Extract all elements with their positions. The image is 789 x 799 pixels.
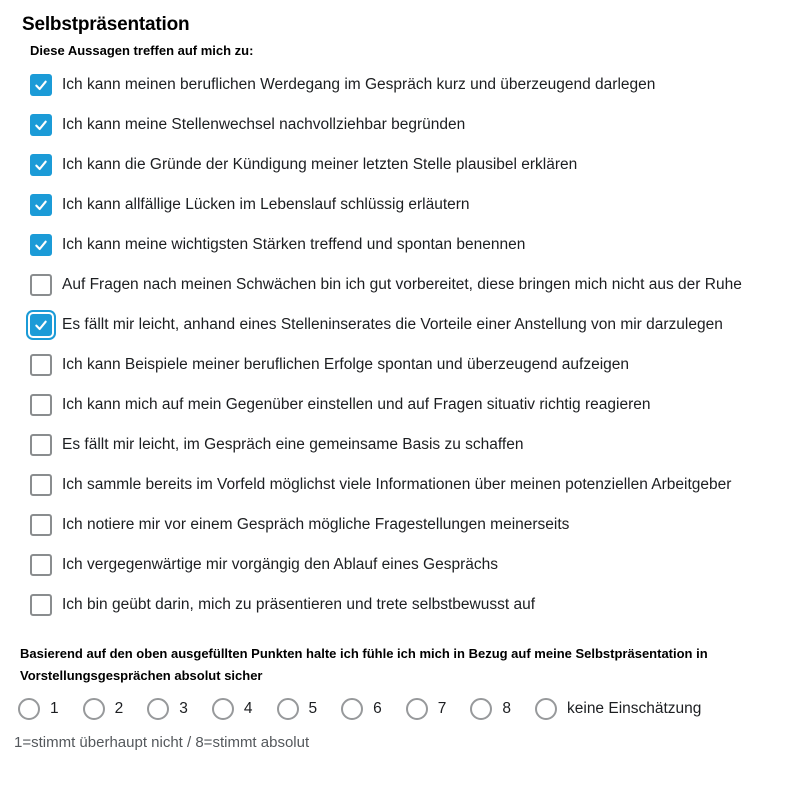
- radio-option[interactable]: [406, 698, 447, 720]
- radio-button[interactable]: [212, 698, 234, 720]
- checkbox-label[interactable]: Ich kann Beispiele meiner beruflichen Erfolge spontan und überzeugend aufzeigen: [62, 356, 629, 373]
- checkbox-row: [30, 593, 769, 617]
- checkbox-label[interactable]: Ich kann mich auf mein Gegenüber einstellen und auf Fragen situativ richtig reagieren: [62, 396, 651, 413]
- checkbox-row: [30, 233, 769, 257]
- checkbox-unchecked[interactable]: [30, 514, 52, 536]
- checkbox-label[interactable]: Ich kann meine wichtigsten Stärken treffend und spontan benennen: [62, 236, 526, 253]
- page-title: Selbstpräsentation: [22, 14, 190, 35]
- radio-button[interactable]: [147, 698, 169, 720]
- form-subtitle: Diese Aussagen treffen auf mich zu:: [30, 43, 254, 58]
- checkbox-checked[interactable]: [30, 74, 52, 96]
- radio-option[interactable]: [83, 698, 124, 720]
- radio-button[interactable]: [277, 698, 299, 720]
- radio-label[interactable]: 7: [437, 700, 447, 717]
- checkmark-icon: [33, 317, 49, 333]
- checkbox-row: [30, 153, 769, 177]
- rating-radio-group: [18, 698, 769, 720]
- radio-option[interactable]: [277, 698, 318, 720]
- radio-label[interactable]: 5: [308, 700, 318, 717]
- checkbox-label[interactable]: Ich bin geübt darin, mich zu präsentieren und trete selbstbewusst auf: [62, 596, 536, 613]
- radio-option[interactable]: [147, 698, 188, 720]
- checkbox-label[interactable]: Es fällt mir leicht, im Gespräch eine gemeinsame Basis zu schaffen: [62, 436, 524, 453]
- checkbox-label[interactable]: Ich notiere mir vor einem Gespräch mögliche Fragestellungen meinerseits: [62, 516, 570, 533]
- checkbox-row: [30, 433, 769, 457]
- checkbox-label[interactable]: Ich kann die Gründe der Kündigung meiner letzten Stelle plausibel erklären: [62, 156, 578, 173]
- radio-button[interactable]: [18, 698, 40, 720]
- checkbox-unchecked[interactable]: [30, 554, 52, 576]
- rating-question: Basierend auf den oben ausgefüllten Punkten halte ich fühle ich mich in Bezug auf meine Selbstpräsentation in Vorstellungsgesprächen absolut sicher: [20, 646, 708, 683]
- checkbox-label[interactable]: Ich kann allfällige Lücken im Lebenslauf schlüssig erläutern: [62, 196, 470, 213]
- checkbox-label[interactable]: Ich kann meinen beruflichen Werdegang im Gespräch kurz und überzeugend darlegen: [62, 76, 656, 93]
- radio-label[interactable]: keine Einschätzung: [567, 700, 702, 717]
- checkbox-checked[interactable]: [30, 234, 52, 256]
- checkbox-label[interactable]: Es fällt mir leicht, anhand eines Stelleninserates die Vorteile einer Anstellung von mir darzulegen: [62, 316, 723, 333]
- checkbox-checked[interactable]: [30, 114, 52, 136]
- checkbox-row: [30, 193, 769, 217]
- radio-button[interactable]: [406, 698, 428, 720]
- checkbox-unchecked[interactable]: [30, 274, 52, 296]
- checkbox-row: [30, 313, 769, 337]
- checkbox-unchecked[interactable]: [30, 474, 52, 496]
- checkmark-icon: [33, 77, 49, 93]
- checkbox-checked[interactable]: [30, 154, 52, 176]
- checkbox-label[interactable]: Ich vergegenwärtige mir vorgängig den Ablauf eines Gesprächs: [62, 556, 498, 573]
- checkmark-icon: [33, 237, 49, 253]
- radio-label[interactable]: 3: [179, 700, 188, 717]
- radio-button[interactable]: [535, 698, 557, 720]
- checkbox-unchecked[interactable]: [30, 354, 52, 376]
- checkbox-row: [30, 353, 769, 377]
- radio-option[interactable]: [470, 698, 511, 720]
- radio-button[interactable]: [470, 698, 492, 720]
- checkbox-unchecked[interactable]: [30, 394, 52, 416]
- checkbox-row: [30, 473, 769, 497]
- checkbox-row: [30, 513, 769, 537]
- rating-legend: 1=stimmt überhaupt nicht / 8=stimmt absolut: [14, 734, 310, 751]
- radio-option[interactable]: [18, 698, 59, 720]
- checkbox-label[interactable]: Ich sammle bereits im Vorfeld möglichst viele Informationen über meinen potenziellen Arbeitgeber: [62, 476, 732, 493]
- radio-option[interactable]: [212, 698, 253, 720]
- checkbox-checked[interactable]: [30, 194, 52, 216]
- checkmark-icon: [33, 117, 49, 133]
- checkmark-icon: [33, 157, 49, 173]
- checkbox-row: [30, 273, 769, 297]
- radio-label[interactable]: 2: [114, 700, 124, 717]
- checkbox-row: [30, 73, 769, 97]
- checkbox-checked[interactable]: [30, 314, 52, 336]
- checkbox-label[interactable]: Ich kann meine Stellenwechsel nachvollziehbar begründen: [62, 116, 466, 133]
- checkbox-row: [30, 553, 769, 577]
- checkbox-row: [30, 113, 769, 137]
- radio-label[interactable]: 1: [50, 700, 59, 717]
- radio-button[interactable]: [83, 698, 105, 720]
- radio-option[interactable]: [341, 698, 382, 720]
- checkbox-label[interactable]: Auf Fragen nach meinen Schwächen bin ich gut vorbereitet, diese bringen mich nicht aus der Ruhe: [62, 276, 742, 293]
- radio-label[interactable]: 8: [502, 700, 511, 717]
- checkbox-row: [30, 393, 769, 417]
- radio-option[interactable]: [535, 698, 701, 720]
- checkmark-icon: [33, 197, 49, 213]
- checkbox-unchecked[interactable]: [30, 434, 52, 456]
- checkbox-list: [30, 73, 769, 617]
- radio-label[interactable]: 6: [373, 700, 382, 717]
- radio-button[interactable]: [341, 698, 363, 720]
- checkbox-unchecked[interactable]: [30, 594, 52, 616]
- radio-label[interactable]: 4: [243, 700, 253, 717]
